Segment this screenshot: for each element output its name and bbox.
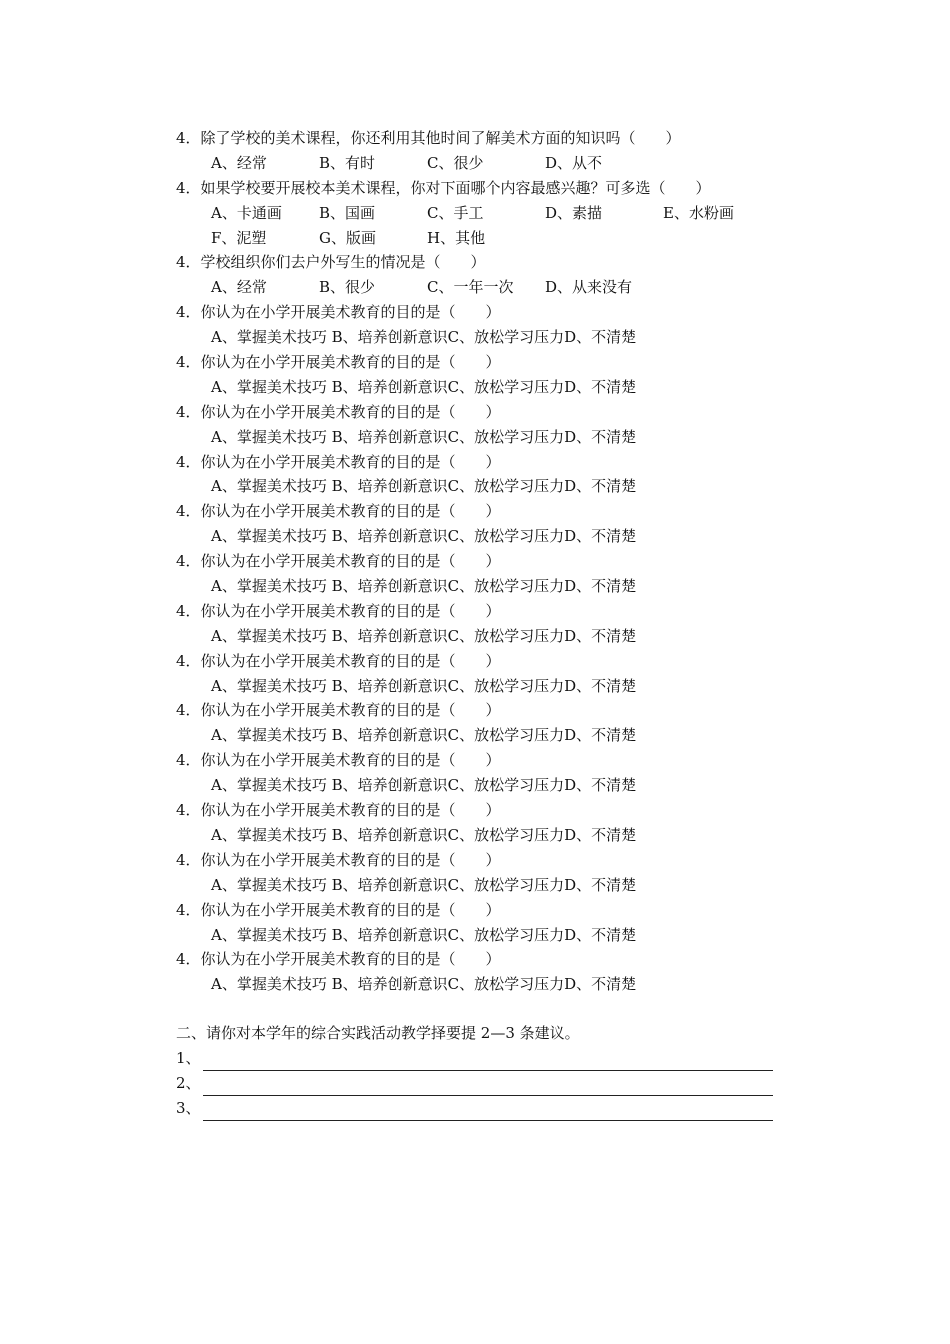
option-label: C、一年一次 — [427, 278, 514, 297]
question-options: A、掌握美术技巧 B、培养创新意识C、放松学习压力D、不清楚 — [211, 377, 637, 396]
question-options: A、掌握美术技巧 B、培养创新意识C、放松学习压力D、不清楚 — [211, 776, 637, 795]
questionnaire-body — [176, 126, 776, 1121]
question-options: A、掌握美术技巧 B、培养创新意识C、放松学习压力D、不清楚 — [211, 875, 637, 894]
option-label: F、泥塑 — [211, 228, 267, 247]
question-text: 4．你认为在小学开展美术教育的目的是（ ） — [176, 751, 501, 770]
question-options — [176, 201, 776, 226]
question-text: 4．你认为在小学开展美术教育的目的是（ ） — [176, 552, 501, 571]
question-text: 4．你认为在小学开展美术教育的目的是（ ） — [176, 502, 501, 521]
section-2-heading: 二、请你对本学年的综合实践活动教学择要提 2—3 条建议。 — [176, 1024, 580, 1043]
option-label: B、国画 — [319, 203, 376, 222]
question-text: 4．你认为在小学开展美术教育的目的是（ ） — [176, 850, 501, 869]
suggestion-blank[interactable] — [203, 1078, 773, 1096]
question-options — [176, 275, 776, 300]
question-text: 4．你认为在小学开展美术教育的目的是（ ） — [176, 452, 501, 471]
option-label: A、经常 — [211, 278, 267, 297]
suggestion-line — [176, 1046, 776, 1071]
question-text: 4．你认为在小学开展美术教育的目的是（ ） — [176, 701, 501, 720]
suggestion-number: 3、 — [176, 1098, 201, 1117]
option-label: A、经常 — [211, 153, 267, 172]
question-text: 4．你认为在小学开展美术教育的目的是（ ） — [176, 900, 501, 919]
question-options: A、掌握美术技巧 B、培养创新意识C、放松学习压力D、不清楚 — [211, 825, 637, 844]
suggestion-blank[interactable] — [203, 1053, 773, 1071]
question-options: A、掌握美术技巧 B、培养创新意识C、放松学习压力D、不清楚 — [211, 975, 637, 994]
suggestion-blank[interactable] — [203, 1103, 773, 1121]
question-options: A、掌握美术技巧 B、培养创新意识C、放松学习压力D、不清楚 — [211, 676, 637, 695]
suggestion-line — [176, 1096, 776, 1121]
option-label: D、从来没有 — [545, 278, 633, 297]
question-options: A、掌握美术技巧 B、培养创新意识C、放松学习压力D、不清楚 — [211, 477, 637, 496]
question-options — [176, 226, 776, 251]
question-text: 4．你认为在小学开展美术教育的目的是（ ） — [176, 303, 501, 322]
option-label: B、很少 — [319, 278, 376, 297]
question-text: 4．你认为在小学开展美术教育的目的是（ ） — [176, 801, 501, 820]
option-label: C、很少 — [427, 153, 484, 172]
option-label: A、卡通画 — [211, 203, 282, 222]
question-options — [176, 151, 776, 176]
question-text: 4．除了学校的美术课程，你还利用其他时间了解美术方面的知识吗（ ） — [176, 129, 681, 147]
option-label: G、版画 — [319, 228, 376, 247]
option-label: C、手工 — [427, 203, 484, 222]
question-text: 4．你认为在小学开展美术教育的目的是（ ） — [176, 651, 501, 670]
suggestion-number: 1、 — [176, 1049, 201, 1068]
question-options: A、掌握美术技巧 B、培养创新意识C、放松学习压力D、不清楚 — [211, 328, 637, 347]
question-text: 4．学校组织你们去户外写生的情况是（ ） — [176, 253, 486, 272]
suggestion-line — [176, 1071, 776, 1096]
question-options: A、掌握美术技巧 B、培养创新意识C、放松学习压力D、不清楚 — [211, 427, 637, 446]
section-gap — [176, 997, 776, 1021]
option-label: H、其他 — [427, 228, 486, 247]
question-text: 4．如果学校要开展校本美术课程，你对下面哪个内容最感兴趣？可多选（ ） — [176, 178, 711, 197]
suggestion-number: 2、 — [176, 1073, 201, 1092]
question-text: 4．你认为在小学开展美术教育的目的是（ ） — [176, 601, 501, 620]
option-label: E、水粉画 — [663, 203, 734, 222]
question-options: A、掌握美术技巧 B、培养创新意识C、放松学习压力D、不清楚 — [211, 577, 637, 596]
question-text: 4．你认为在小学开展美术教育的目的是（ ） — [176, 353, 501, 372]
question-options: A、掌握美术技巧 B、培养创新意识C、放松学习压力D、不清楚 — [211, 527, 637, 546]
question-text: 4．你认为在小学开展美术教育的目的是（ ） — [176, 402, 501, 421]
option-label: D、素描 — [545, 203, 603, 222]
question-options: A、掌握美术技巧 B、培养创新意识C、放松学习压力D、不清楚 — [211, 925, 637, 944]
question-options: A、掌握美术技巧 B、培养创新意识C、放松学习压力D、不清楚 — [211, 626, 637, 645]
option-label: D、从不 — [545, 153, 603, 172]
question-options: A、掌握美术技巧 B、培养创新意识C、放松学习压力D、不清楚 — [211, 726, 637, 745]
question-text: 4．你认为在小学开展美术教育的目的是（ ） — [176, 950, 501, 969]
option-label: B、有时 — [319, 153, 376, 172]
